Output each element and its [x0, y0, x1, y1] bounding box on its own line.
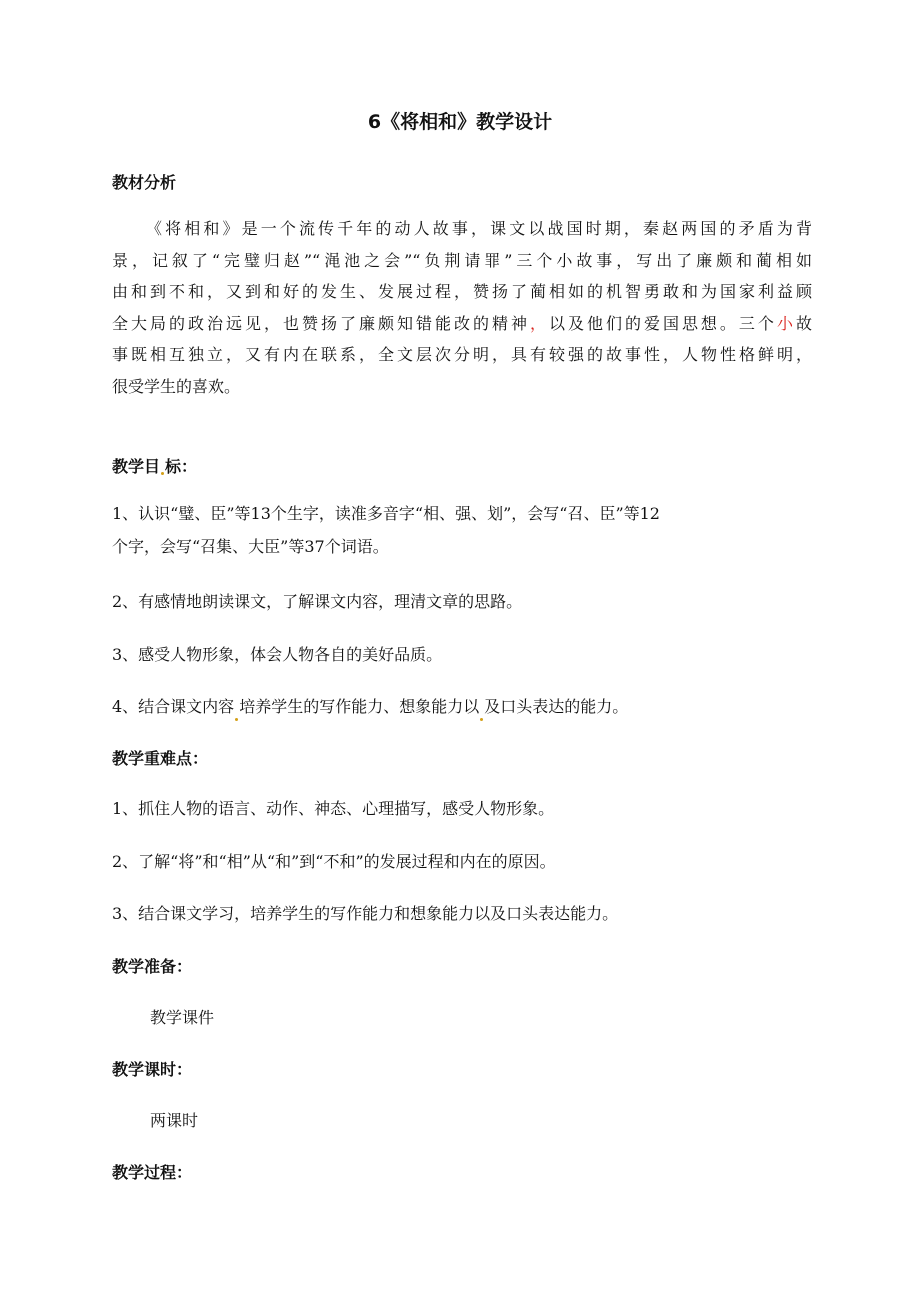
red-comma: ，	[529, 313, 549, 333]
analysis-heading: 教材分析	[112, 173, 177, 192]
marker-dot	[161, 472, 164, 475]
text-span: 及口头表达的能力。	[484, 697, 629, 716]
paragraph-line: 《将相和》是一个流传千年的动人故事，课文以战国时期，秦赵两国的矛盾为背	[146, 219, 812, 238]
key-points-heading: 教学重难点：	[112, 749, 209, 768]
preparation-content: 教学课件	[150, 1008, 215, 1027]
paragraph-line: 景，记叙了“完璧归赵”“渑池之会”“负荆请罪”三个小故事，写出了廉颇和蔺相如	[112, 250, 812, 270]
analysis-paragraph	[112, 213, 812, 402]
key-point-item-1: 1、抓住人物的语言、动作、神态、心理描写，感受人物形象。	[112, 799, 555, 818]
goal-line: 个字，会写“召集、大臣”等37个词语。	[112, 537, 389, 556]
heading-part: 标：	[165, 457, 198, 476]
goal-item-3: 3、感受人物形象，体会人物各自的美好品质。	[112, 645, 443, 664]
key-point-item-3: 3、结合课文学习，培养学生的写作能力和想象能力以及口头表达能力。	[112, 904, 619, 923]
hours-heading: 教学课时：	[112, 1060, 193, 1079]
marker-dot	[480, 718, 483, 721]
heading-part: 教学目	[112, 457, 161, 476]
paragraph-line: 很受学生的喜欢。	[112, 376, 241, 396]
text-span: 全大局的政治远见，也赞扬了廉颇知错能改的精神	[112, 313, 530, 333]
goal-item-2: 2、有感情地朗读课文，了解课文内容，理清文章的思路。	[112, 592, 523, 611]
text-span: 培养学生的写作能力、想象能力以	[239, 697, 480, 716]
preparation-heading: 教学准备：	[112, 957, 193, 976]
paragraph-line: 由和到不和，又到和好的发生、发展过程，赞扬了蔺相如的机智勇敢和为国家利益顾	[112, 282, 812, 301]
red-character: 小	[776, 313, 796, 333]
goal-item-4	[112, 690, 812, 723]
text-span: 以及他们的爱国思想。三个	[548, 313, 777, 333]
goals-heading	[112, 454, 197, 477]
goal-item-1	[112, 497, 812, 563]
paragraph-line: 事既相互独立，又有内在联系，全文层次分明，具有较强的故事性，人物性格鲜明，	[112, 345, 812, 364]
key-point-item-2: 2、了解“将”和“相”从“和”到“不和”的发展过程和内在的原因。	[112, 852, 556, 871]
hours-content: 两课时	[150, 1111, 199, 1130]
paragraph-line	[112, 308, 812, 340]
document-title: 6《将相和》教学设计	[367, 111, 553, 133]
process-heading: 教学过程：	[112, 1163, 193, 1182]
goal-line: 1、认识“璧、臣”等13个生字，读准多音字“相、强、划”，会写“召、臣”等12	[112, 504, 660, 523]
marker-dot	[235, 718, 238, 721]
text-span: 故	[795, 313, 812, 333]
text-span: 4、结合课文内容	[112, 697, 235, 716]
